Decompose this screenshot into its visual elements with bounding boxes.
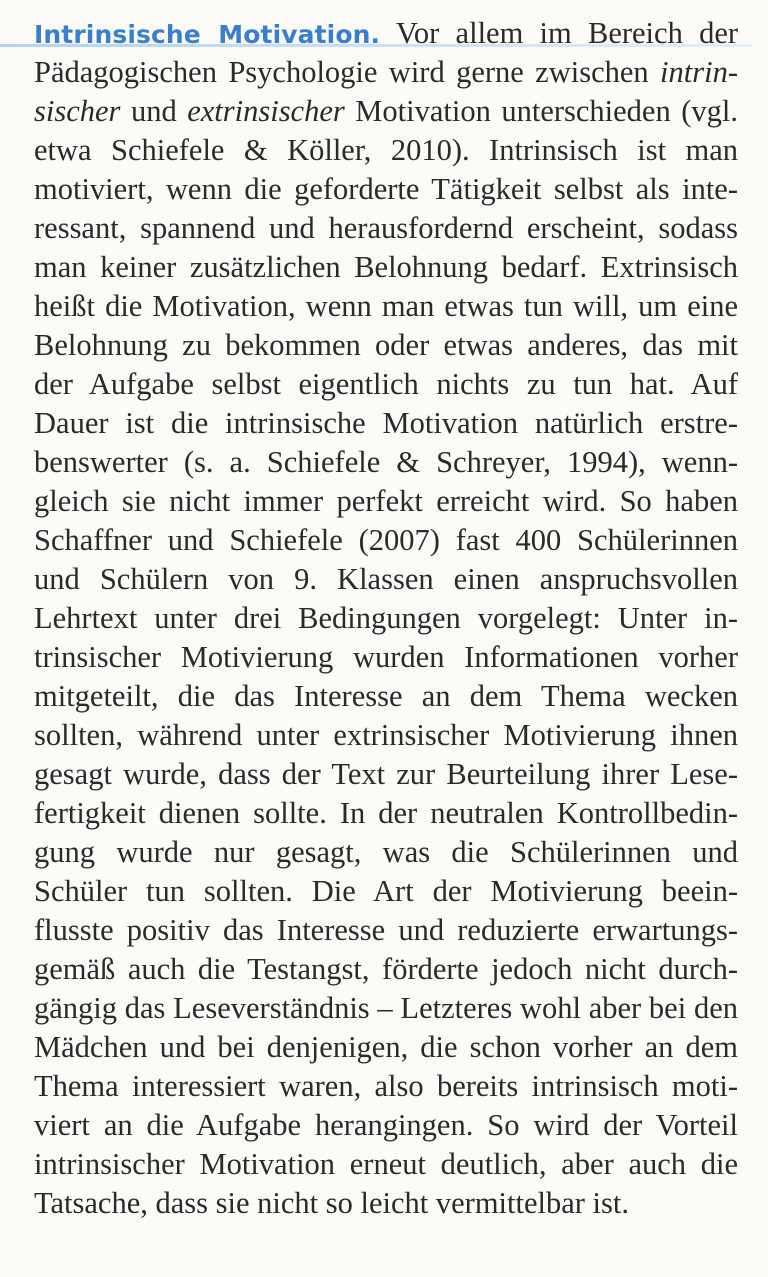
text-line: gleich sie nicht immer perfekt erreicht wird. So haben: [34, 484, 738, 518]
text-line: flusste positiv das Interesse und reduzierte erwartungs-: [34, 913, 738, 947]
text-line: etwa Schiefele & Köller, 2010). Intrinsisch ist man: [34, 133, 738, 167]
paragraph: [34, 14, 738, 1223]
text-line: der Aufgabe selbst eigentlich nichts zu tun hat. Auf: [34, 367, 738, 401]
text-line: man keiner zusätzlichen Belohnung bedarf. Extrinsisch: [34, 250, 738, 284]
line-3-text-2: Motivation unterschieden (vgl.: [344, 94, 738, 128]
line-2: [34, 53, 738, 92]
text-line: gängig das Leseverständnis – Letzteres wohl aber bei den: [34, 991, 738, 1025]
text-line: intrinsischer Motivation erneut deutlich, aber auch die: [34, 1147, 738, 1181]
text-line: gesagt wurde, dass der Text zur Beurteilung ihrer Lese-: [34, 757, 738, 791]
text-line: gemäß auch die Testangst, förderte jedoch nicht durch-: [34, 952, 738, 986]
line-3-italic-1: sischer: [34, 94, 121, 128]
text-line: Mädchen und bei denjenigen, die schon vorher an dem: [34, 1030, 738, 1064]
text-line: Belohnung zu bekommen oder etwas anderes, das mit: [34, 328, 738, 362]
line-3-italic-2: extrinsischer: [187, 94, 345, 128]
text-line: Lehrtext unter drei Bedingungen vorgelegt: Unter in-: [34, 601, 738, 635]
line-2-italic: intrin-: [660, 55, 738, 89]
text-line: ressant, spannend und herausfordernd erscheint, sodass: [34, 211, 738, 245]
text-line: viert an die Aufgabe herangingen. So wird der Vorteil: [34, 1108, 738, 1142]
line-2-text: Pädagogischen Psychologie wird gerne zwischen: [34, 55, 661, 89]
text-line: mitgeteilt, die das Interesse an dem Thema wecken: [34, 679, 738, 713]
text-line: Dauer ist die intrinsische Motivation natürlich erstre-: [34, 406, 738, 440]
line-3: [34, 92, 738, 131]
line-1-text: Vor allem im Bereich der: [395, 16, 739, 50]
text-line: Thema interessiert waren, also bereits intrinsisch moti-: [34, 1069, 738, 1103]
text-line: gung wurde nur gesagt, was die Schülerinnen und: [34, 835, 738, 869]
line-1: [34, 14, 738, 53]
text-line: motiviert, wenn die geforderte Tätigkeit selbst als inte-: [34, 172, 738, 206]
section-heading: Intrinsische Motivation.: [34, 20, 381, 49]
text-line: und Schülern von 9. Klassen einen anspruchsvollen: [34, 562, 738, 596]
text-line: trinsischer Motivierung wurden Informationen vorher: [34, 640, 738, 674]
text-line: Schüler tun sollten. Die Art der Motivierung beein-: [34, 874, 738, 908]
text-line-last: Tatsache, dass sie nicht so leicht vermittelbar ist.: [34, 1186, 629, 1220]
text-line: sollten, während unter extrinsischer Motivierung ihnen: [34, 718, 738, 752]
text-line: Schaffner und Schiefele (2007) fast 400 Schülerinnen: [34, 523, 738, 557]
text-line: heißt die Motivation, wenn man etwas tun will, um eine: [34, 289, 738, 323]
text-line: fertigkeit dienen sollte. In der neutralen Kontrollbedin-: [34, 796, 738, 830]
text-line: benswerter (s. a. Schiefele & Schreyer, 1994), wenn-: [34, 445, 738, 479]
line-3-text-1: und: [120, 94, 188, 128]
